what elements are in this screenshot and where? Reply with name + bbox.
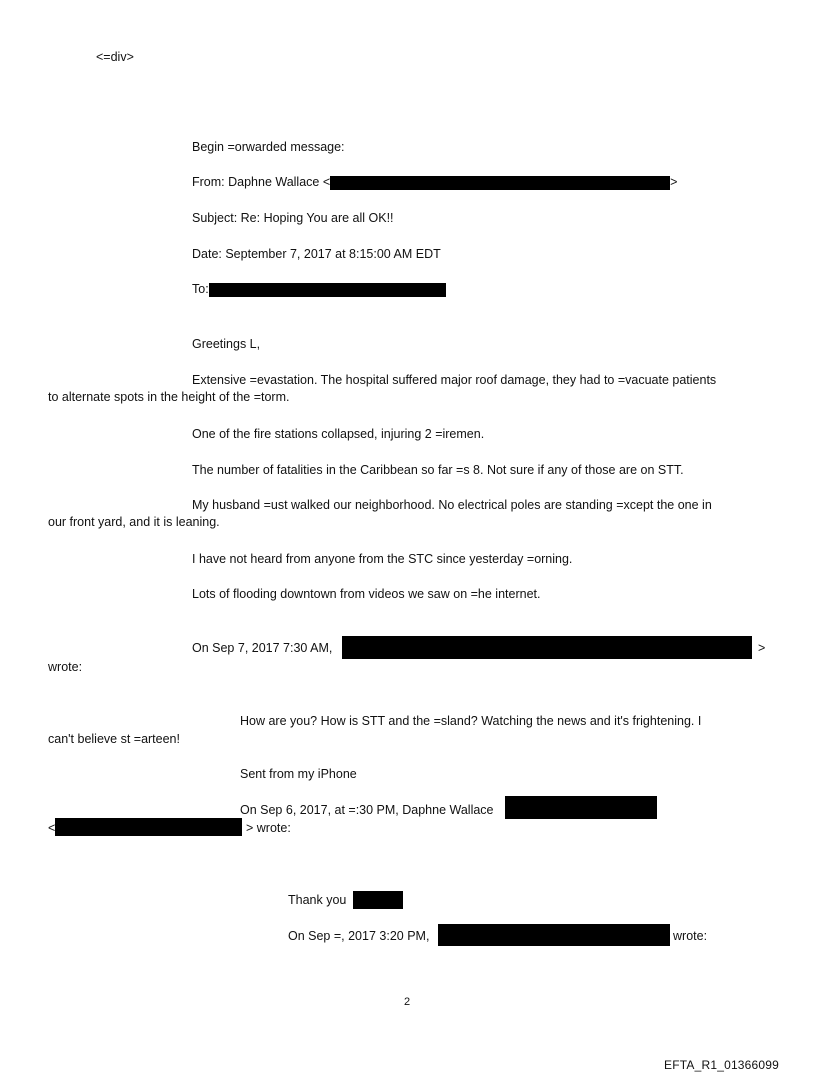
reply1-message-line-2: can't believe st =arteen! xyxy=(48,732,180,746)
date-line: Date: September 7, 2017 at 8:15:00 AM EDT xyxy=(192,247,441,261)
greeting: Greetings L, xyxy=(192,337,261,351)
redaction-block xyxy=(55,818,242,836)
paragraph-4-line-2: our front yard, and it is leaning. xyxy=(48,515,220,529)
paragraph-4-line-1: My husband =ust walked our neighborhood. No electrical poles are standing =xcept the one in xyxy=(192,498,712,512)
from-line xyxy=(192,174,677,190)
from-suffix: > xyxy=(670,175,678,189)
paragraph-3: The number of fatalities in the Caribbean so far =s 8. Not sure if any of those are on STT. xyxy=(192,463,684,477)
page-number: 2 xyxy=(404,996,411,1008)
reply3-thanks: Thank you xyxy=(288,893,347,907)
paragraph-1-line-2: to alternate spots in the height of the =torm. xyxy=(48,390,290,404)
redaction-block xyxy=(438,924,670,946)
paragraph-5: I have not heard from anyone from the STC since yesterday =orning. xyxy=(192,552,573,566)
reply3-wrote: wrote: xyxy=(673,929,708,943)
div-tag-text: <=div> xyxy=(96,50,134,64)
redaction-block xyxy=(330,176,670,190)
reply1-wrote: wrote: xyxy=(48,660,83,674)
subject-line: Subject: Re: Hoping You are all OK!! xyxy=(192,211,394,225)
reply1-sent-from: Sent from my iPhone xyxy=(240,767,357,781)
reply2-header: On Sep 6, 2017, at =:30 PM, Daphne Wallace xyxy=(240,803,494,817)
to-prefix: To: xyxy=(192,282,209,296)
from-prefix: From: Daphne Wallace < xyxy=(192,175,331,189)
reply1-header-suffix: > xyxy=(758,641,766,655)
reply2-lt: < xyxy=(48,821,56,835)
redaction-block xyxy=(209,283,446,297)
reply1-header: On Sep 7, 2017 7:30 AM, xyxy=(192,641,333,655)
paragraph-6: Lots of flooding downtown from videos we saw on =he internet. xyxy=(192,587,541,601)
reply3-header: On Sep =, 2017 3:20 PM, xyxy=(288,929,430,943)
reply1-message-line-1: How are you? How is STT and the =sland? Watching the news and it's frightening. I xyxy=(240,714,702,728)
forwarded-header: Begin =orwarded message: xyxy=(192,140,345,154)
paragraph-1-line-1: Extensive =evastation. The hospital suffered major roof damage, they had to =vacuate patients xyxy=(192,373,717,387)
redaction-block xyxy=(342,636,752,659)
document-id-footer: EFTA_R1_01366099 xyxy=(664,1058,780,1072)
paragraph-2: One of the fire stations collapsed, injuring 2 =iremen. xyxy=(192,427,485,441)
redaction-block xyxy=(353,891,403,909)
to-line xyxy=(192,281,446,297)
reply2-wrote: > wrote: xyxy=(246,821,291,835)
redaction-block xyxy=(505,796,657,819)
